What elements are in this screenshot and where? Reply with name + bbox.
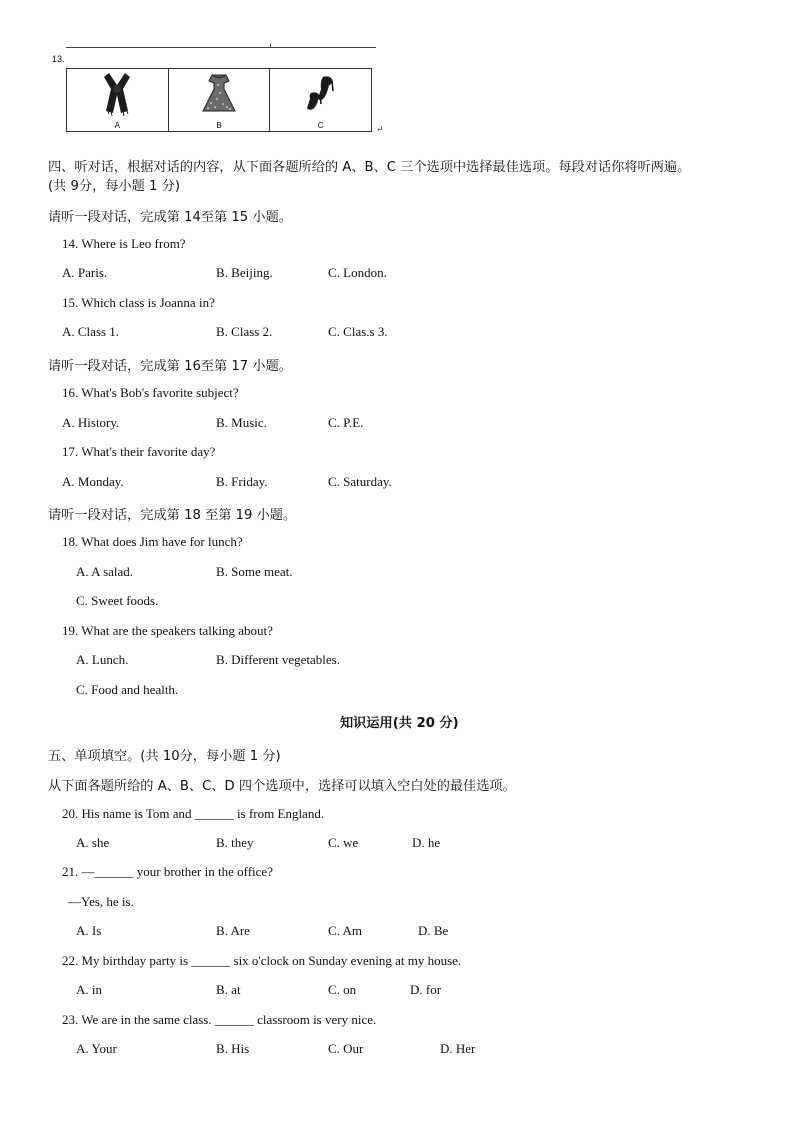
question-13-pictures [66,68,372,132]
option-b-cell [169,69,271,131]
question-19-option-b: B. Different vegetables. [216,652,340,667]
question-16-stem: 16. What's Bob's favorite subject? [62,385,239,400]
question-22-option-b: B. at [216,982,241,997]
question-15-stem: 15. Which class is Joanna in? [62,295,215,310]
section-4-title: 四、听对话，根据对话的内容，从下面各题所给的 A、B、C 三个选项中选择最佳选项。每段对话你将听两遍。 [48,160,691,175]
question-21-option-a: A. Is [76,923,102,938]
question-22-option-a: A. in [76,982,102,997]
question-14-option-b: B. Beijing. [216,265,273,280]
question-14-option-c: C. London. [328,265,387,280]
option-c-label: C [317,121,324,130]
shoes-icon [299,71,343,117]
question-14-stem: 14. Where is Leo from? [62,236,186,251]
question-19-stem: 19. What are the speakers talking about? [62,623,273,638]
question-22-option-c: C. on [328,982,357,997]
option-a-cell [67,69,169,131]
question-17-option-b: B. Friday. [216,474,268,489]
scarf-icon [95,71,139,117]
question-17-stem: 17. What's their favorite day? [62,444,216,459]
group-instruction-1: 请听一段对话，完成第 14至第 15 小题。 [48,210,292,225]
question-18-option-b: B. Some meat. [216,564,293,579]
question-18-option-c: C. Sweet foods. [76,593,159,608]
question-20-option-d: D. he [412,835,441,850]
question-20-option-b: B. they [216,835,254,850]
strip-top-line [66,47,376,48]
question-21-option-c: C. Am [328,923,362,938]
dress-icon [197,71,241,117]
question-23-option-c: C. Our [328,1041,364,1056]
question-16-option-b: B. Music. [216,415,267,430]
question-22-option-d: D. for [410,982,442,997]
question-18-option-a: A. A salad. [76,564,134,579]
question-23-stem: 23. We are in the same class. ______ classroom is very nice. [62,1012,377,1027]
part-title: 知识运用(共 20 分) [340,716,459,731]
option-a-label: A [114,121,120,130]
section-5-title: 五、单项填空。(共 10分，每小题 1 分) [48,749,281,764]
option-b-label: B [216,121,222,130]
question-23-option-a: A. Your [76,1041,117,1056]
group-instruction-3: 请听一段对话，完成第 18 至第 19 小题。 [48,508,297,523]
group-instruction-2: 请听一段对话，完成第 16至第 17 小题。 [48,359,292,374]
section-5-instruction: 从下面各题所给的 A、B、C、D 四个选项中，选择可以填入空白处的最佳选项。 [48,779,516,794]
question-17-option-a: A. Monday. [62,474,124,489]
question-23-option-b: B. His [216,1041,250,1056]
question-15-option-a: A. Class 1. [62,324,120,339]
question-16-option-a: A. History. [62,415,120,430]
question-21-option-d: D. Be [418,923,449,938]
section-4-note: (共 9分，每小题 1 分) [48,179,180,194]
option-c-cell [270,69,371,131]
question-14-option-a: A. Paris. [62,265,108,280]
question-15-option-c: C. Clas.s 3. [328,324,388,339]
return-mark-icon: ↵ [376,124,384,134]
question-22-stem: 22. My birthday party is ______ six o'clock on Sunday evening at my house. [62,953,462,968]
question-15-option-b: B. Class 2. [216,324,273,339]
question-23-option-d: D. Her [440,1041,476,1056]
question-21-option-b: B. Are [216,923,250,938]
question-21-reply: —Yes, he is. [68,894,134,909]
question-19-option-c: C. Food and health. [76,682,179,697]
question-13-number: 13. [52,54,65,64]
question-18-stem: 18. What does Jim have for lunch? [62,534,243,549]
question-20-option-c: C. we [328,835,359,850]
question-17-option-c: C. Saturday. [328,474,392,489]
question-19-option-a: A. Lunch. [76,652,129,667]
question-20-stem: 20. His name is Tom and ______ is from England. [62,806,325,821]
question-21-stem: 21. —______ your brother in the office? [62,864,273,879]
question-20-option-a: A. she [76,835,110,850]
question-16-option-c: C. P.E. [328,415,364,430]
